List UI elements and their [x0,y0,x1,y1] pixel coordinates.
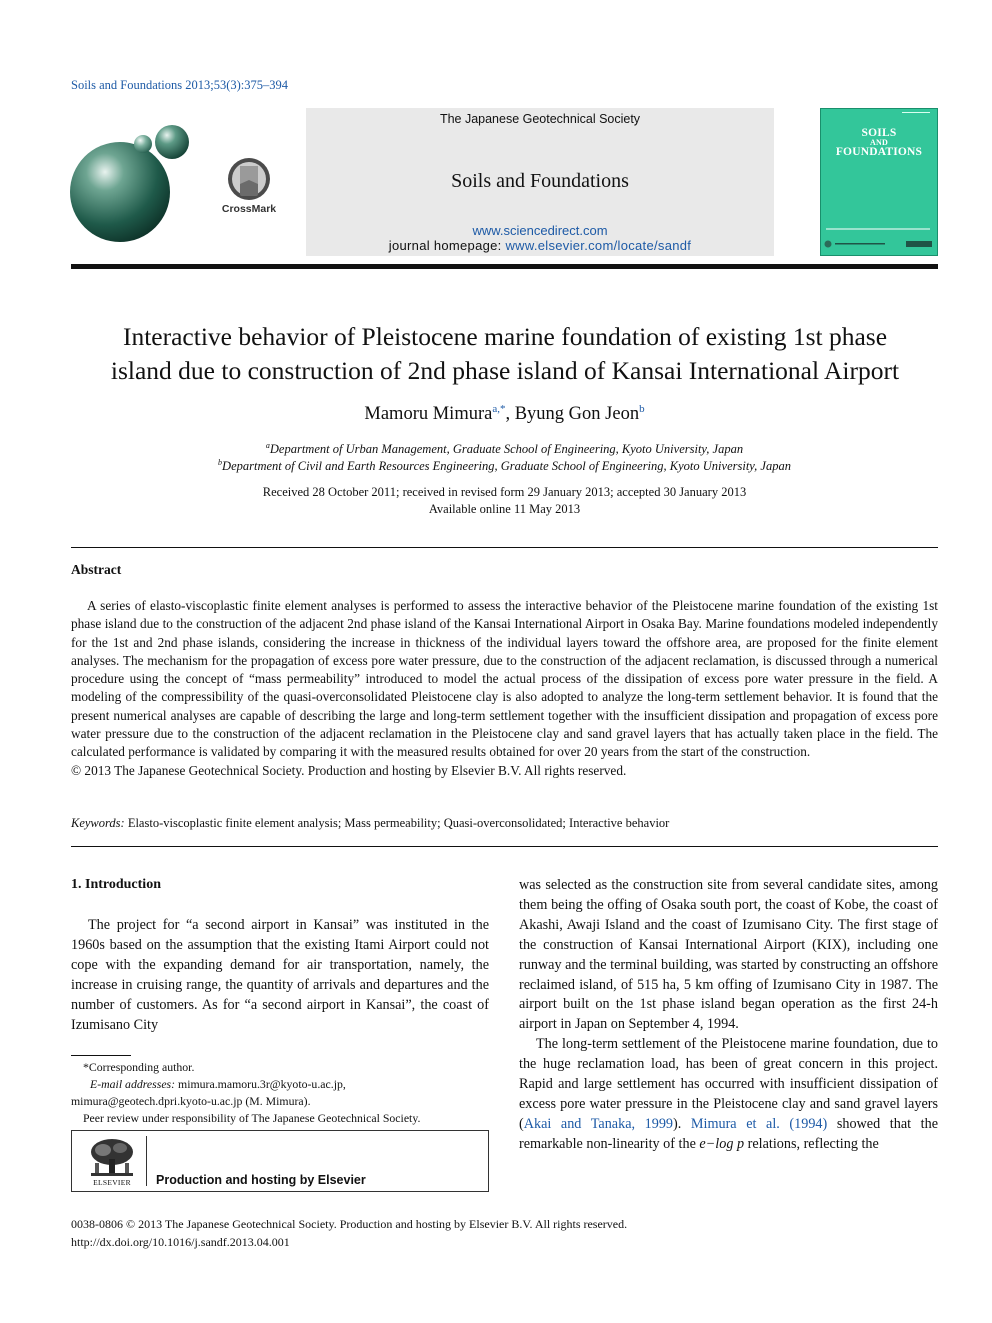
intro-col2 [519,876,938,1155]
body-text: The long-term settlement of the Pleistocene marine foundation, due to the huge reclamation load, has been of great concern in this project. Rapid and large settlement has occurred with insufficient dissipation of excess pore water pressure in the Pleistocene clay and sand gravel layers ( [519,1036,938,1132]
online-date: Available online 11 May 2013 [428,502,581,516]
journal-citation[interactable]: Soils and Foundations 2013;53(3):375–394 [71,78,289,92]
citation-link-mimura[interactable]: Mimura et al. (1994) [690,1115,828,1132]
affiliation-text: Department of Urban Management, Graduate School of Engineering, Kyoto University, Japan [269,442,744,457]
title-line: island due to construction of 2nd phase island of Kansai International Airport [110,356,900,385]
article-title [60,320,950,388]
citation-link-akai[interactable]: Akai and Tanaka, 1999 [523,1115,674,1132]
abstract-top-rule [71,547,938,548]
author-separator: , [505,404,515,425]
email-label: E-mail addresses: [90,1077,179,1091]
cover-publisher-icon [822,238,936,250]
keywords [71,816,938,831]
jgs-logo-icon [68,122,198,244]
header-rule [71,264,938,269]
affiliation-text: Department of Civil and Earth Resources Engineering, Graduate School of Engineering, Kyoto University, Japan [222,459,791,474]
affiliation-a [71,441,938,457]
email-line-2[interactable]: mimura@geotech.dpri.kyoto-u.ac.jp (M. Mimura). [71,1094,311,1108]
cover-title-line: AND [870,138,888,147]
cover-title [820,128,938,158]
email-address[interactable]: mimura.mamoru.3r@kyoto-u.ac.jp, [178,1077,346,1091]
journal-title: Soils and Foundations [451,170,629,192]
society-name: The Japanese Geotechnical Society [439,112,641,126]
body-text: relations, reflecting the [744,1135,879,1152]
journal-homepage [306,238,774,253]
issn-copyright: 0038-0806 © 2013 The Japanese Geotechnical Society. Production and hosting by Elsevier B.V. All rights reserved. [71,1217,628,1231]
abstract-body [71,597,938,780]
abstract-heading: Abstract [71,562,122,577]
email-line [71,1076,489,1093]
cover-top-line [832,111,932,115]
peer-review-note: Peer review under responsibility of The Japanese Geotechnical Society. [83,1111,421,1125]
corresponding-author: *Corresponding author. [83,1060,195,1074]
sciencedirect-link[interactable]: www.sciencedirect.com [472,223,608,238]
homepage-link[interactable]: www.elsevier.com/locate/sandf [505,238,692,253]
cover-band [826,228,930,230]
homepage-label: journal homepage: [388,238,506,253]
keywords-label: Keywords: [71,816,125,830]
author-name: Mamoru Mimura [364,404,493,425]
crossmark-label: CrossMark [221,203,277,215]
author-name: Byung Gon Jeon [514,404,640,425]
abstract-copyright: © 2013 The Japanese Geotechnical Society. Production and hosting by Elsevier B.V. All rights reserved. [71,762,627,778]
elsevier-wordmark: ELSEVIER [93,1178,131,1187]
elsevier-tree-icon [87,1137,137,1179]
cover-title-line: SOILS [861,127,897,139]
footnote-rule [71,1055,131,1056]
doi-link[interactable]: http://dx.doi.org/10.1016/j.sandf.2013.04.001 [71,1235,290,1249]
abstract-text: A series of elasto-viscoplastic finite element analyses is performed to assess the interactive behavior of the Pleistocene marine foundation of the existing 1st phase island due to the construction of the adjacent 2nd phase island of the Kansai International Airport in Osaka Bay. Marine foundations modeled independently for the 1st and 2nd phase islands, considering the increase in thickness of the individual layers toward the offshore area, are proposed for the finite element analyses. The mechanism for the propagation of excess pore water pressure, due to the construction of the adjacent reclamation, is discussed through a numerical procedure using the concept of “mass permeability” introduced to model the actual process of the dissipation of excess pore water pressure in the field. A modeling of the compressibility of the quasi-overconsolidated Pleistocene clay is also adopted to analyze the long-term settlement behavior. It is found that the present numerical analyses are capable of describing the large and long-term settlement together with the insufficient dissipation and propagation of excess pore water pressure due to the construction of the adjacent reclamation in the Pleistocene clay and sand gravel layers that has actually taken place in the field. The calculated performance is validated by comparing it with the measured results obtained for over 20 years from the start of the construction. [71,598,938,760]
author-affil-link[interactable]: b [639,403,645,415]
intro-col2-paragraph-2 [519,1035,938,1154]
cover-title-line: FOUNDATIONS [835,146,923,158]
body-text: showed that the remarkable non-linearity of the [519,1115,938,1152]
affiliation-mark: b [218,458,223,467]
author-list [71,403,938,425]
body-text: ). [673,1115,691,1132]
math-expression: e−log p [699,1135,745,1152]
affiliation-b [71,458,938,474]
title-line: Interactive behavior of Pleistocene marine foundation of existing 1st phase [122,322,888,351]
section-heading: 1. Introduction [71,877,161,892]
author-affil-link[interactable]: a,* [492,403,506,415]
keywords-list: Elasto-viscoplastic finite element analysis; Mass permeability; Quasi-overconsolidated; Interactive behavior [124,816,670,830]
abstract-bottom-rule [71,846,938,847]
production-hosting: Production and hosting by Elsevier [156,1173,366,1187]
intro-col2-paragraph: was selected as the construction site from several candidate sites, among them being the offing of Osaka south port, the coast of Kobe, the coast of Akashi, Awaji Island and the coast of Izumisano City. The first stage of the construction of Kansai International Airport (KIX), including one runway and the terminal building, was started by constructing an offshore reclaimed island, of 515 ha, 5 km offing of Izumisano City in 1987. The airport built on the 1st phase island began operation as the first 24-h airport in Japan on September 4, 1994. [519,877,938,1033]
intro-col1-paragraph: The project for “a second airport in Kansai” was instituted in the 1960s based on the assumption that the existing Itami Airport could not cope with the expanding demand for air transportation, namely, the increase in cruising range, the quantity of arrivals and departures and the number of customers. As for “a second airport in Kansai”, the coast of Izumisano City [71,917,489,1033]
elsevier-divider [146,1136,147,1186]
received-dates: Received 28 October 2011; received in revised form 29 January 2013; accepted 30 January 2013 [262,485,747,499]
affiliation-mark: a [265,441,270,450]
